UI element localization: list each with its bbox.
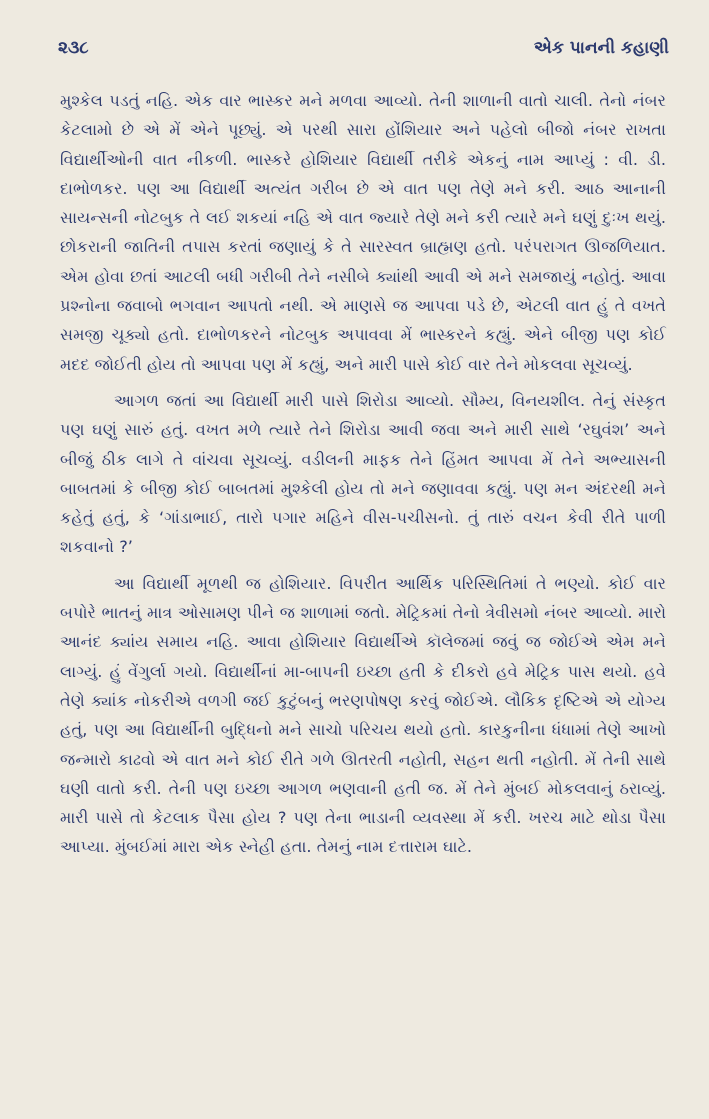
paragraph: આગળ જતાં આ વિદ્યાર્થી મારી પાસે શિરોડા આવ્યો. સૌમ્ય, વિનયશીલ. તેનું સંસ્કૃત પણ ઘણું સારું હતું. વખત મળે ત્યારે તેને શિરોડા આવી જવા અને મારી સાથે ‘રઘુવંશ’ અને બીજું ઠીક લાગે તે વાંચવા સૂચવ્યું. વડીલની માફક તેને હિંમત આપવા મેં તેને અભ્યાસની બાબતમાં કે બીજી કોઈ બાબતમાં મુશ્કેલી હોય તો મને જણાવવા કહ્યું. પણ મન અંદરથી મને કહેતું હતું, કે ‘ગાંડાભાઈ, તારો પગાર મહિને વીસ-પચીસનો. તું તારું વચન કેવી રીતે પાળી શકવાનો ?’	[60, 390, 666, 557]
page-number: ૨૩૮	[58, 38, 89, 58]
paragraph: મુશ્કેલ પડતું નહિ. એક વાર ભાસ્કર મને મળવા આવ્યો. તેની શાળાની વાતો ચાલી. તેનો નંબર કેટલામો છે એ મેં એને પૂછ્યું. એ પરથી સારા હોંશિયાર અને પહેલો બીજો નંબર રાખતા વિદ્યાર્થીઓની વાત નીકળી. ભાસ્કરે હોશિયાર વિદ્યાર્થી તરીકે એકનું નામ આપ્યું : વી. ડી. દાભોળકર. પણ આ વિદ્યાર્થી અત્યંત ગરીબ છે એ વાત પણ તેણે મને કરી. આઠ આનાની સાયન્સની નોટબુક તે લઈ શકયાં નહિ એ વાત જ્યારે તેણે મને કરી ત્યારે મને ઘણું દુઃખ થયું. છોકરાની જાતિની તપાસ કરતાં જણાયું કે તે સારસ્વત બ્રાહ્મણ હતો. પરંપરાગત ઊજળિયાત. એમ હોવા છતાં આટલી બધી ગરીબી તેને નસીબે ક્યાંથી આવી એ મને સમજાયું નહોતું. આવા પ્રશ્નોના જવાબો ભગવાન આપતો નથી. એ માણસે જ આપવા પડે છે, એટલી વાત હું તે વખતે સમજી ચૂક્યો હતો. દાભોળકરને નોટબુક અપાવવા મેં ભાસ્કરને કહ્યું. એને બીજી પણ કોઈ મદદ જોઈતી હોય તો આપવા પણ મેં કહ્યું, અને મારી પાસે કોઈ વાર તેને મોકલવા સૂચવ્યું.	[60, 91, 666, 374]
page-header	[58, 32, 669, 64]
running-title: એક પાનની કહાણી	[533, 38, 669, 58]
paragraph: આ વિદ્યાર્થી મૂળથી જ હોશિયાર. વિપરીત આર્થિક પરિસ્થિતિમાં તે ભણ્યો. કોઈ વાર બપોરે ભાતનું માત્ર ઓસામણ પીને જ શાળામાં જતો. મેટ્રિકમાં તેનો ત્રેવીસમો નંબર આવ્યો. મારો આનંદ ક્યાંય સમાય નહિ. આવા હોશિયાર વિદ્યાર્થીએ કૉલેજમાં જવું જ જોઈએ એમ મને લાગ્યું. હું વેંગુર્લા ગયો. વિદ્યાર્થીનાં મા-બાપની ઇચ્છા હતી કે દીકરો હવે મેટ્રિક પાસ થયો. હવે તેણે ક્યાંક નોકરીએ વળગી જઈ કુટુંબનું ભરણપોષણ કરવું જોઈએ. લૌકિક દૃષ્ટિએ એ યોગ્ય હતું, પણ આ વિદ્યાર્થીની બુદ્ધિનો મને સાચો પરિચય થયો હતો. કારકુનીના ધંધામાં તેણે આખો જન્મારો કાઢવો એ વાત મને કોઈ રીતે ગળે ઊતરતી નહોતી, સહન થતી નહોતી. મેં તેની સાથે ઘણી વાતો કરી. તેની પણ ઇચ્છા આગળ ભણવાની હતી જ. મેં તેને મુંબઈ મોકલવાનું ઠરાવ્યું. મારી પાસે તો કેટલાક પૈસા હોય ? પણ તેના ભાડાની વ્યવસ્થા મેં કરી. ખરચ માટે થોડા પૈસા આપ્યા. મુંબઈમાં મારા એક સ્નેહી હતા. તેમનું નામ દત્તારામ ઘાટે.	[60, 573, 666, 857]
page-body	[60, 86, 666, 862]
